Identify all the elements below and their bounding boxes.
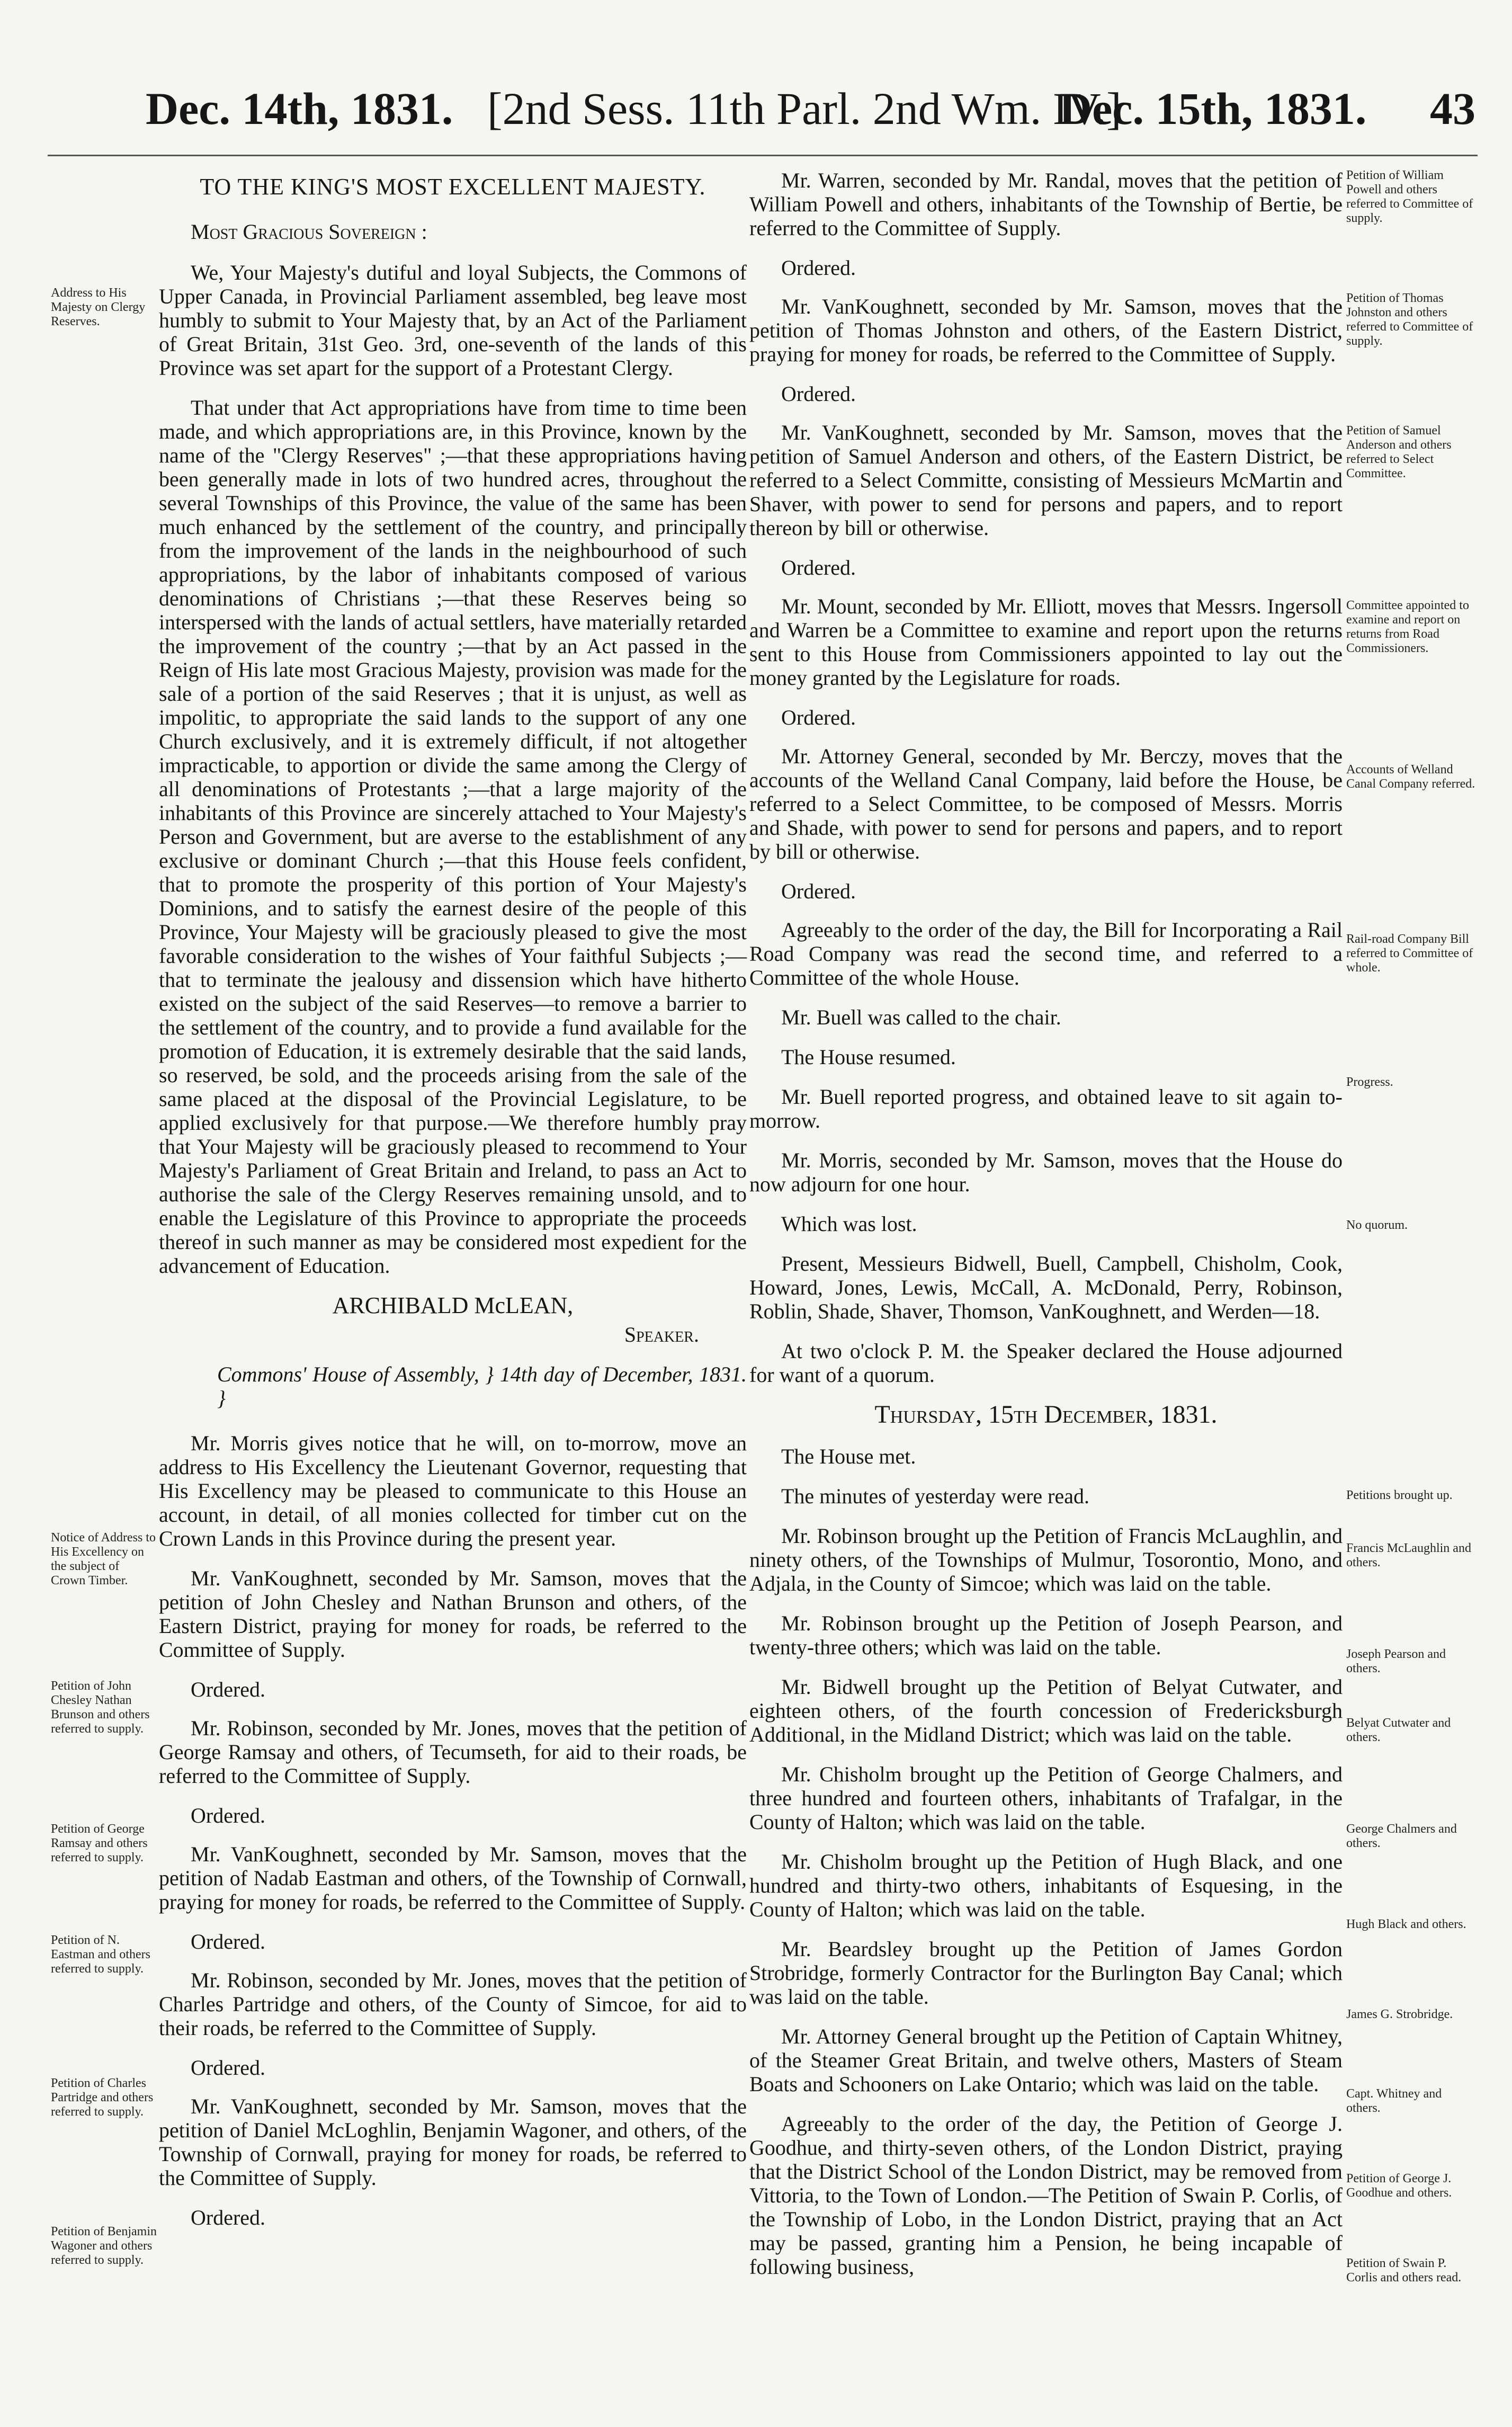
ordered-line: Ordered. bbox=[191, 2056, 266, 2080]
header-date-left: Dec. 14th, 1831. bbox=[146, 83, 453, 134]
journal-entry: Mr. Chisholm brought up the Petition of George Chalmers, and three hundred and fourteen others, inhabitants of Trafalgar, in the County of Halton; which was laid on the table. bbox=[749, 1762, 1343, 1834]
ordered-line: Ordered. bbox=[191, 1804, 266, 1827]
day-heading: Thursday, 15th December, 1831. bbox=[874, 1400, 1218, 1429]
margin-note: No quorum. bbox=[1346, 1218, 1408, 1232]
ordered-line: Ordered. bbox=[781, 256, 856, 280]
ordered-line: Ordered. bbox=[781, 879, 856, 903]
journal-entry: Mr. Mount, seconded by Mr. Elliott, moves that Messrs. Ingersoll and Warren be a Committee to examine and report upon the returns sent to this House from Commissioners appointed to lay out the money granted by the Legislature for roads. bbox=[749, 594, 1343, 690]
margin-note: Joseph Pearson and others. bbox=[1346, 1647, 1446, 1675]
journal-entry: Mr. VanKoughnett, seconded by Mr. Samson, moves that the petition of John Chesley and Nathan Brunson and others, of the Eastern District, praying for money for roads, be referred to the Committee of Supply. bbox=[159, 1566, 747, 1662]
margin-note: Committee appointed to examine and report on returns from Road Commissioners. bbox=[1346, 599, 1469, 655]
salutation: Most Gracious Sovereign : bbox=[191, 220, 427, 244]
header-date-right: Dec. 15th, 1831. bbox=[1059, 83, 1367, 134]
signature-role: Speaker. bbox=[624, 1323, 699, 1346]
margin-note: Petitions brought up. bbox=[1346, 1488, 1453, 1502]
margin-note: Petition of John Chesley Nathan Brunson and others referred to supply. bbox=[51, 1679, 150, 1736]
ordered-line: Ordered. bbox=[191, 1930, 266, 1953]
journal-entry: Agreeably to the order of the day, the Petition of George J. Goodhue, and thirty-seven others, of the London District, praying that the District School of the London District, may be removed from Vittoria, to the Town of London.—The Petition of Swain P. Corlis, of the Township of Lobo, in the London District, praying that an Act may be passed, granting him a Pension, he being incapable of following business, bbox=[749, 2112, 1343, 2279]
margin-note: Petition of Benjamin Wagoner and others referred to supply. bbox=[51, 2225, 157, 2267]
journal-entry: Mr. Robinson, seconded by Mr. Jones, moves that the petition of George Ramsay and others, of Tecumseth, for aid to their roads, be referred to the Committee of Supply. bbox=[159, 1716, 747, 1788]
page-number: 43 bbox=[1430, 83, 1475, 134]
journal-entry: Mr. Morris gives notice that he will, on to-morrow, move an address to His Excellency the Lieutenant Governor, requesting that His Excellency may be pleased to communicate to this House an account, in detail, of all monies collected for timber cut on the Crown Lands in this Province during the present year. bbox=[159, 1431, 747, 1550]
journal-entry: Mr. Buell reported progress, and obtained leave to sit again to-morrow. bbox=[749, 1085, 1343, 1132]
margin-note: Petition of Thomas Johnston and others referred to Committee of supply. bbox=[1346, 291, 1473, 348]
journal-entry: Mr. Robinson brought up the Petition of Joseph Pearson, and twenty-three others; which was laid on the table. bbox=[749, 1611, 1343, 1659]
margin-note: Petition of N. Eastman and others referred to supply. bbox=[51, 1933, 150, 1976]
journal-entry: Mr. Robinson, seconded by Mr. Jones, moves that the petition of Charles Partridge and others, of the County of Simcoe, for aid to their roads, be referred to the Committee of Supply. bbox=[159, 1968, 747, 2040]
left-column bbox=[159, 175, 747, 2244]
journal-entry: Mr. Bidwell brought up the Petition of Belyat Cutwater, and eighteen others, of the fourth concession of Fredericksburgh Additional, in the Midland District; which was laid on the table. bbox=[749, 1675, 1343, 1746]
margin-note: Accounts of Welland Canal Company referred. bbox=[1346, 763, 1475, 791]
ordered-line: Ordered. bbox=[781, 556, 856, 579]
ordered-line: Ordered. bbox=[191, 2206, 266, 2229]
margin-note: Notice of Address to His Excellency on the subject of Crown Timber. bbox=[51, 1531, 156, 1587]
ordered-line: Ordered. bbox=[781, 382, 856, 406]
margin-note: James G. Strobridge. bbox=[1346, 2007, 1453, 2021]
address-paragraph: That under that Act appropriations have from time to time been made, and which appropriations are, in this Province, known by the name of the "Clergy Reserves" ;—that these appropriations having been generally made in lots of two hundred acres, throughout the several Townships of this Province, the value of the same has been much enhanced by the settlement of the country, and principally from the improvement of the lands in the neighbourhood of such appropriations, by the labor of inhabitants composed of various denominations of Christians ;—that these Reserves being so interspersed with the lands of actual settlers, have materially retarded the improvement of the country ;—that by an Act passed in the Reign of His late most Gracious Majesty, provision was made for the sale of a portion of the said Reserves ; that it is unjust, as well as impolitic, to appropriate the said lands to the support of any one Church exclusively, and it is extremely difficult, if not altogether impracticable, to apportion or divide the same among the Clergy of all denominations of Protestants ;—that a large majority of the inhabitants of this Province are sincerely attached to Your Majesty's Person and Government, but are averse to the establishment of any exclusive or dominant Church ;—that this House feels confident, that to promote the prosperity of this portion of Your Majesty's Dominions, and to satisfy the earnest desire of the people of this Province, Your Majesty will be graciously pleased to give the most favorable consideration to the wishes of Your faithful Subjects ;—that to terminate the jealousy and dissension which have hitherto existed on the subject of the said Reserves—to remove a barrier to the settlement of the country, and to provide a fund available for the promotion of Education, it is extremely desirable that the said lands, so reserved, be sold, and the proceeds arising from the sale of the same placed at the disposal of the Provincial Legislature, to be applied exclusively for that purpose.—We therefore humbly pray that Your Majesty will be graciously pleased to recommend to Your Majesty's Parliament of Great Britain and Ireland, to pass an Act to authorise the sale of the Clergy Reserves remaining unsold, and to enable the Legislature of this Province to appropriate the proceeds thereof in such manner as may be considered most expedient for the advancement of Education. bbox=[159, 396, 747, 1278]
margin-note: Francis McLaughlin and others. bbox=[1346, 1541, 1471, 1569]
place-date: Commons' House of Assembly, } 14th day of December, 1831. } bbox=[217, 1362, 747, 1410]
margin-note: Progress. bbox=[1346, 1075, 1393, 1089]
address-heading: TO THE KING'S MOST EXCELLENT MAJESTY. bbox=[200, 174, 706, 200]
journal-entry: Agreeably to the order of the day, the Bill for Incorporating a Rail Road Company was read the second time, and referred to a Committee of the whole House. bbox=[749, 918, 1343, 989]
margin-note: George Chalmers and others. bbox=[1346, 1822, 1457, 1850]
journal-entry: Mr. Beardsley brought up the Petition of James Gordon Strobridge, formerly Contractor for the Burlington Bay Canal; which was laid on the table. bbox=[749, 1937, 1343, 2009]
journal-entry: Mr. VanKoughnett, seconded by Mr. Samson, moves that the petition of Nadab Eastman and others, of the Township of Cornwall, praying for money for roads, be referred to the Committee of Supply. bbox=[159, 1842, 747, 1914]
journal-entry: Mr. VanKoughnett, seconded by Mr. Samson, moves that the petition of Thomas Johnston and others, of the Eastern District, praying for money for roads, be referred to the Committee of Supply. bbox=[749, 295, 1343, 366]
header-session: [2nd Sess. 11th Parl. 2nd Wm. IV.] bbox=[487, 83, 1122, 134]
signature: ARCHIBALD McLEAN, bbox=[332, 1292, 574, 1318]
journal-entry: At two o'clock P. M. the Speaker declared the House adjourned for want of a quorum. bbox=[749, 1339, 1343, 1387]
right-column bbox=[749, 168, 1343, 2295]
margin-note: Hugh Black and others. bbox=[1346, 1917, 1466, 1931]
journal-entry: Present, Messieurs Bidwell, Buell, Campbell, Chisholm, Cook, Howard, Jones, Lewis, McCall, A. McDonald, Perry, Robinson, Roblin, Shade, Shaver, Thomson, VanKoughnett, and Werden—18. bbox=[749, 1252, 1343, 1323]
margin-note: Rail-road Company Bill referred to Committee of whole. bbox=[1346, 932, 1473, 975]
margin-note: Petition of Samuel Anderson and others referred to Select Committee. bbox=[1346, 424, 1452, 480]
journal-entry: Mr. VanKoughnett, seconded by Mr. Samson, moves that the petition of Daniel McLoghlin, Benjamin Wagoner, and others, of the Township of Cornwall, praying for money for roads, be referred to the Committee of Supply. bbox=[159, 2094, 747, 2190]
margin-note: Address to His Majesty on Clergy Reserves. bbox=[51, 286, 146, 328]
page-header bbox=[0, 79, 1512, 138]
margin-note: Petition of Swain P. Corlis and others read. bbox=[1346, 2256, 1462, 2285]
journal-entry: Mr. VanKoughnett, seconded by Mr. Samson, moves that the petition of Samuel Anderson and others, of the Eastern District, be referred to a Select Committe, consisting of Messieurs McMartin and Shaver, with power to send for persons and papers, and to report thereon by bill or otherwise. bbox=[749, 421, 1343, 540]
header-rule bbox=[48, 155, 1478, 156]
journal-entry: Mr. Attorney General, seconded by Mr. Berczy, moves that the accounts of the Welland Canal Company, laid before the House, be referred to a Select Committee, to be composed of Messrs. Morris and Shade, with power to send for persons and papers, and to report by bill or otherwise. bbox=[749, 744, 1343, 863]
margin-note: Petition of George Ramsay and others referred to supply. bbox=[51, 1822, 148, 1864]
address-paragraph: We, Your Majesty's dutiful and loyal Subjects, the Commons of Upper Canada, in Provincial Parliament assembled, beg leave most humbly to submit to Your Majesty that, by an Act of the Parliament of Great Britain, 31st Geo. 3rd, one-seventh of the lands of this Province was set apart for the support of a Protestant Clergy. bbox=[159, 261, 747, 380]
margin-note: Petition of William Powell and others referred to Committee of supply. bbox=[1346, 168, 1473, 225]
journal-entry: Mr. Robinson brought up the Petition of Francis McLaughlin, and ninety others, of the Townships of Mulmur, Tosorontio, Mono, and Adjala, in the County of Simcoe; which was laid on the table. bbox=[749, 1524, 1343, 1595]
journal-entry: Mr. Warren, seconded by Mr. Randal, moves that the petition of William Powell and others, inhabitants of the Township of Bertie, be referred to the Committee of Supply. bbox=[749, 168, 1343, 240]
margin-note: Petition of George J. Goodhue and others. bbox=[1346, 2172, 1452, 2200]
journal-entry: Mr. Chisholm brought up the Petition of Hugh Black, and one hundred and thirty-two others, inhabitants of Esquesing, in the County of Halton; which was laid on the table. bbox=[749, 1850, 1343, 1921]
journal-entry: Which was lost. bbox=[781, 1212, 917, 1236]
journal-entry: The minutes of yesterday were read. bbox=[781, 1484, 1089, 1508]
margin-note: Petition of Charles Partridge and others referred to supply. bbox=[51, 2076, 154, 2119]
margin-note: Belyat Cutwater and others. bbox=[1346, 1716, 1451, 1744]
margin-note: Capt. Whitney and others. bbox=[1346, 2087, 1442, 2115]
journal-entry: The House resumed. bbox=[781, 1045, 956, 1069]
journal-entry: Mr. Attorney General brought up the Petition of Captain Whitney, of the Steamer Great Britain, and twelve others, Masters of Steam Boats and Schooners on Lake Ontario; which was laid on the table. bbox=[749, 2024, 1343, 2096]
ordered-line: Ordered. bbox=[781, 706, 856, 729]
ordered-line: Ordered. bbox=[191, 1678, 266, 1701]
journal-entry: Mr. Morris, seconded by Mr. Samson, moves that the House do now adjourn for one hour. bbox=[749, 1148, 1343, 1196]
journal-entry: The House met. bbox=[781, 1444, 916, 1468]
journal-entry: Mr. Buell was called to the chair. bbox=[781, 1005, 1061, 1029]
